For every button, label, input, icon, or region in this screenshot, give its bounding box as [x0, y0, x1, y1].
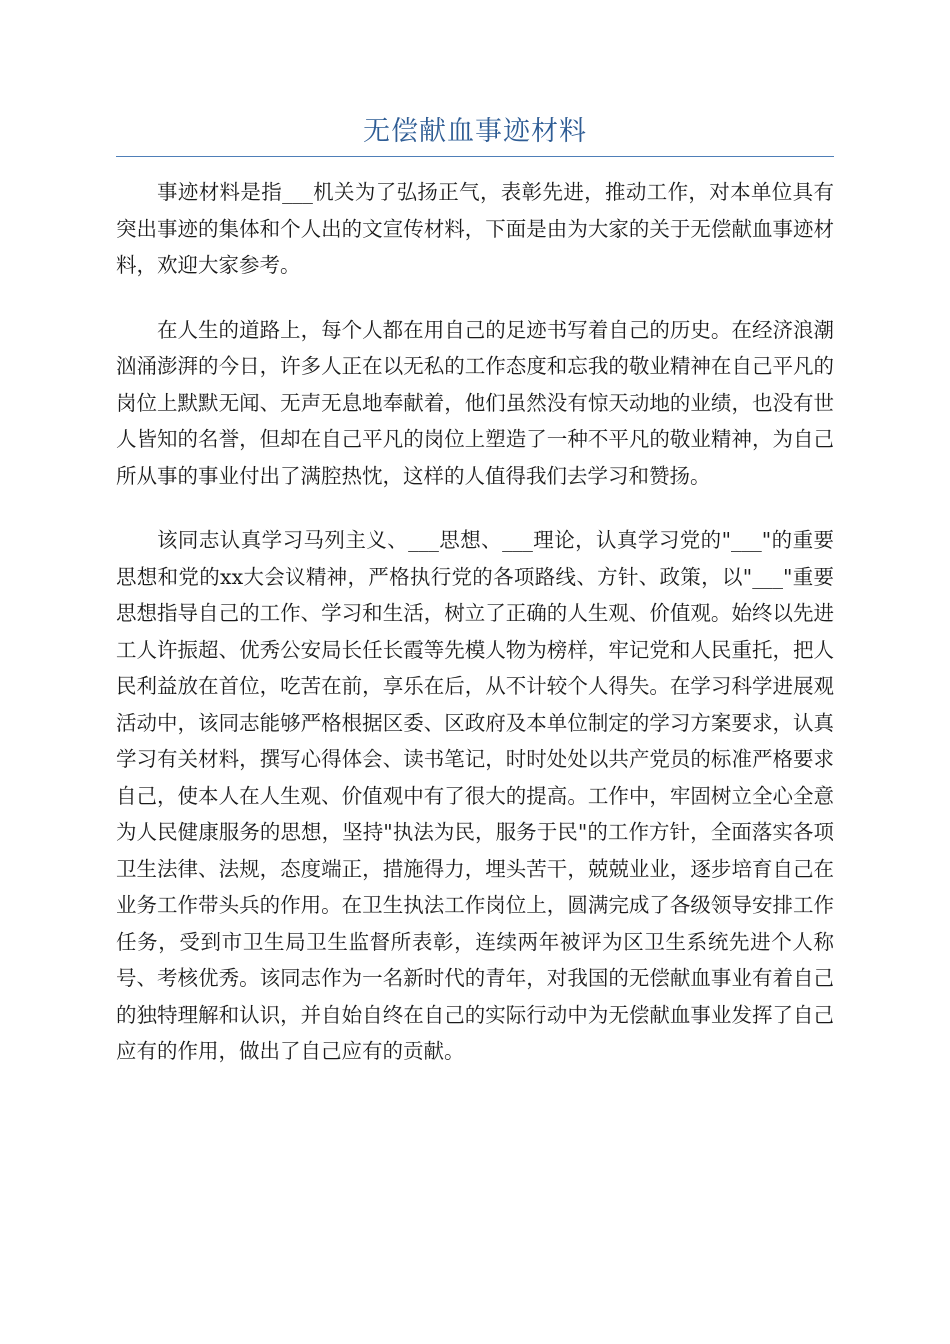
paragraph-deeds: 该同志认真学习马列主义、___思想、___理论，认真学习党的"___"的重要思想和党的xx大会议精神，严格执行党的各项路线、方针、政策，以"___"重要思想指导自己的工作、学习和生活，树立了正确的人生观、价值观。始终以先进工人许振超、优秀公安局长任长霞等先模人物为榜样，牢记党和人民重托，把人民利益放在首位，吃苦在前，享乐在后，从不计较个人得失。在学习科学进展观活动中，该同志能够严格根据区委、区政府及本单位制定的学习方案要求，认真学习有关材料，撰写心得体会、读书笔记，时时处处以共产党员的标准严格要求自己，使本人在人生观、价值观中有了很大的提高。工作中，牢固树立全心全意为人民健康服务的思想，坚持"执法为民，服务于民"的工作方针，全面落实各项卫生法律、法规，态度端正，措施得力，埋头苦干，兢兢业业，逐步培育自己在业务工作带头兵的作用。在卫生执法工作岗位上，圆满完成了各级领导安排工作任务，受到市卫生局卫生监督所表彰，连续两年被评为区卫生系统先进个人称号、考核优秀。该同志作为一名新时代的青年，对我国的无偿献血事业有着自己的独特理解和认识，并自始自终在自己的实际行动中为无偿献血事业发挥了自己应有的作用，做出了自己应有的贡献。	[116, 528, 834, 1063]
document-title: 无偿献血事迹材料	[363, 116, 587, 147]
title-block	[116, 108, 834, 157]
paragraph-intro: 事迹材料是指___机关为了弘扬正气，表彰先进，推动工作，对本单位具有突出事迹的集体和个人出的文宣传材料，下面是由为大家的关于无偿献血事迹材料，欢迎大家参考。	[116, 180, 834, 277]
document-body	[116, 174, 834, 1098]
paragraph-life-path: 在人生的道路上，每个人都在用自己的足迹书写着自己的历史。在经济浪潮汹涌澎湃的今日，许多人正在以无私的工作态度和忘我的敬业精神在自己平凡的岗位上默默无闻、无声无息地奉献着，他们虽然没有惊天动地的业绩，也没有世人皆知的名誉，但却在自己平凡的岗位上塑造了一种不平凡的敬业精神，为自己所从事的事业付出了满腔热忱，这样的人值得我们去学习和赞扬。	[116, 317, 834, 488]
